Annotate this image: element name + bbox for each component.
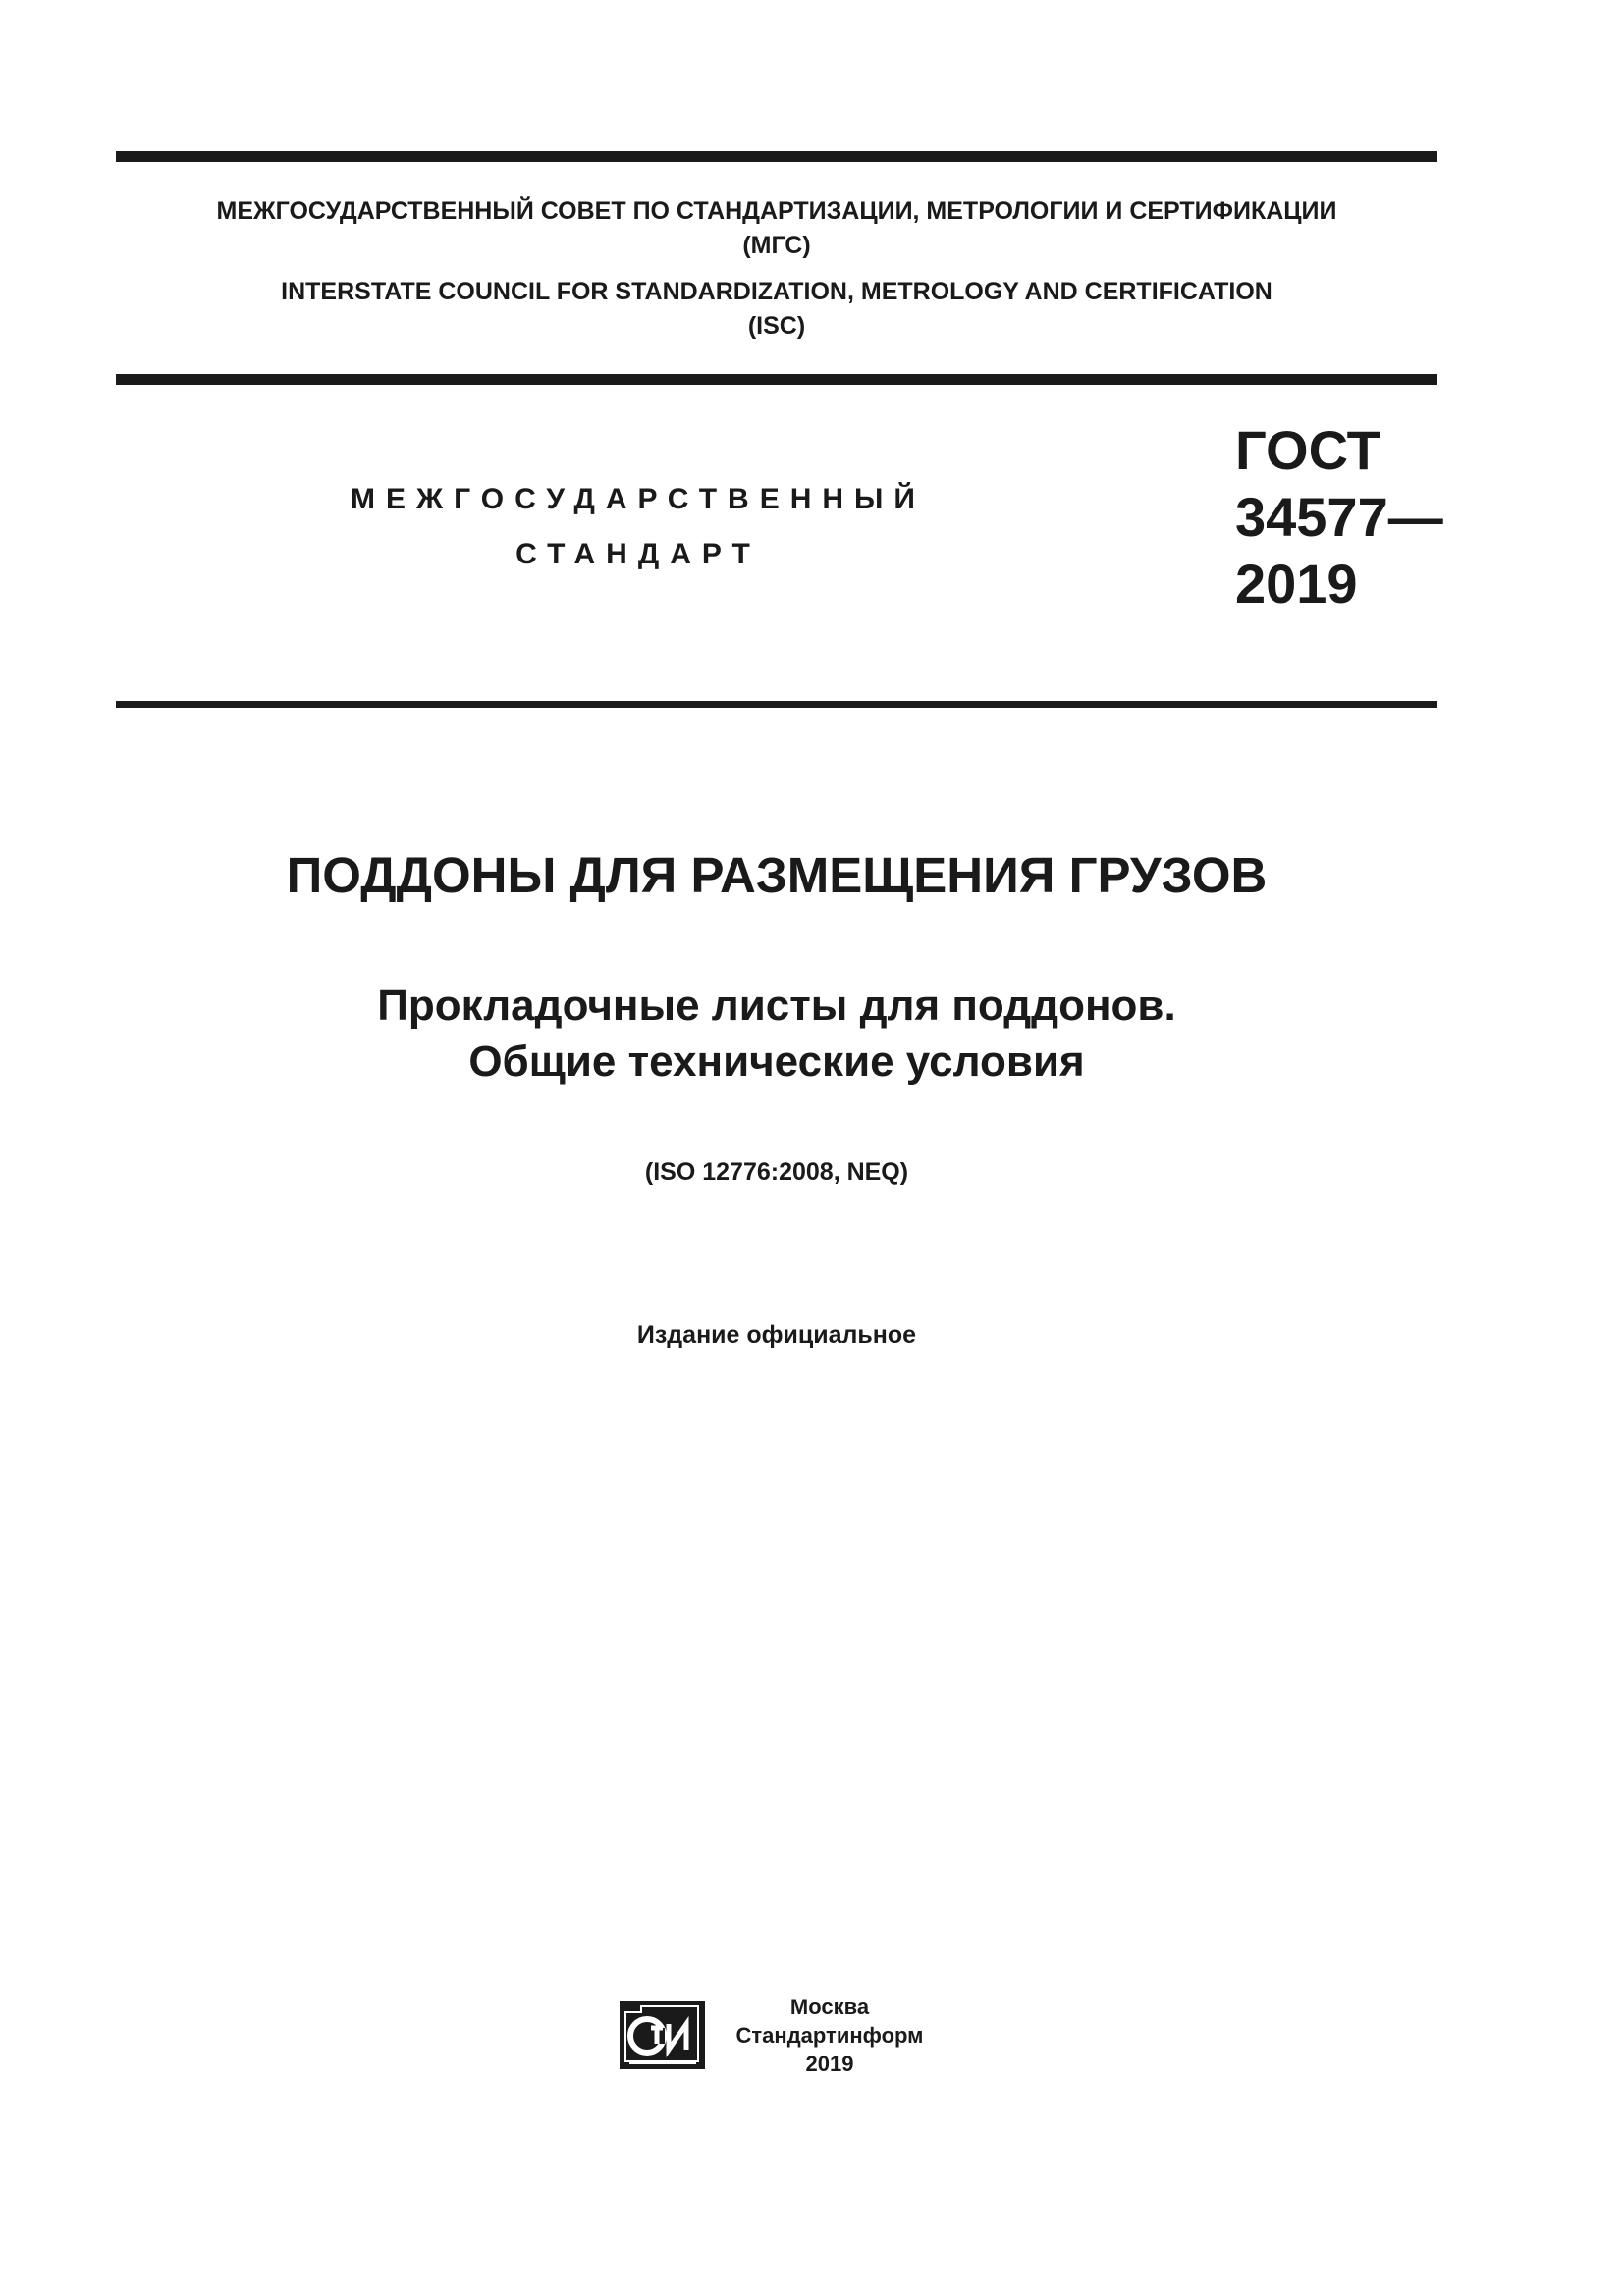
bottom-rule bbox=[116, 701, 1437, 708]
publisher-city: Москва bbox=[789, 1995, 870, 2019]
edition-label: Издание официальное bbox=[636, 1321, 917, 1349]
subtitle-line2: Общие технические условия bbox=[468, 1038, 1085, 1086]
council-en-line1: INTERSTATE COUNCIL FOR STANDARDIZATION, METROLOGY AND CERTIFICATION bbox=[281, 278, 1272, 305]
publisher-year: 2019 bbox=[805, 2052, 854, 2076]
publisher-info bbox=[722, 1993, 938, 2078]
document-subtitle bbox=[116, 978, 1437, 1090]
gost-code: ГОСТ bbox=[1235, 419, 1380, 481]
council-name-en bbox=[116, 275, 1437, 344]
gost-number: 34577— bbox=[1235, 486, 1443, 548]
council-name-ru bbox=[116, 194, 1437, 263]
top-rule bbox=[116, 151, 1437, 162]
publisher-name: Стандартинформ bbox=[735, 2023, 924, 2048]
subtitle-line1: Прокладочные листы для поддонов. bbox=[377, 982, 1176, 1030]
iso-reference: (ISO 12776:2008, NEQ) bbox=[644, 1158, 909, 1186]
council-ru-line1: МЕЖГОСУДАРСТВЕННЫЙ СОВЕТ ПО СТАНДАРТИЗАЦИИ, МЕТРОЛОГИИ И СЕРТИФИКАЦИИ bbox=[216, 197, 1337, 225]
gost-year: 2019 bbox=[1235, 553, 1358, 614]
standartinform-logo-icon bbox=[618, 1999, 707, 2071]
council-ru-line2: (МГС) bbox=[742, 232, 811, 259]
standard-label-line1: МЕЖГОСУДАРСТВЕННЫЙ bbox=[351, 483, 926, 515]
gost-designation bbox=[1235, 417, 1451, 617]
document-title: ПОДДОНЫ ДЛЯ РАЗМЕЩЕНИЯ ГРУЗОВ bbox=[286, 847, 1268, 903]
standard-label-line2: СТАНДАРТ bbox=[515, 538, 761, 570]
council-en-line2: (ISC) bbox=[747, 312, 806, 340]
standard-type-label bbox=[295, 472, 982, 582]
middle-rule bbox=[116, 374, 1437, 385]
